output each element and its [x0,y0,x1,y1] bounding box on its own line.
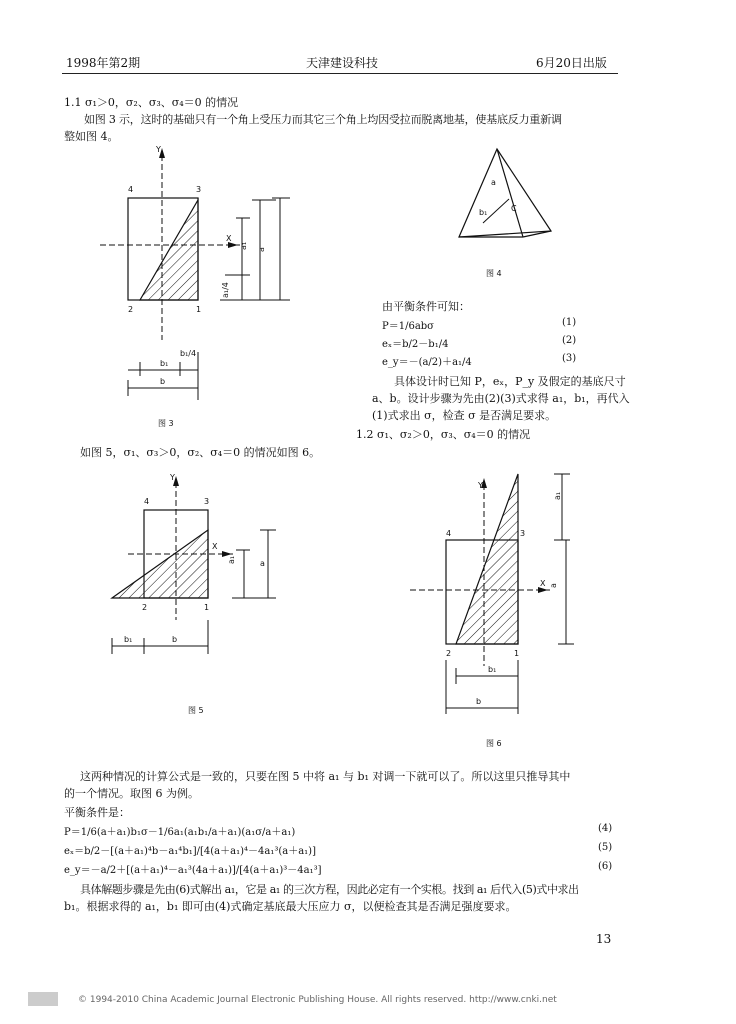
figure-3 [100,140,320,430]
fig6-corner-4: 4 [446,529,452,538]
figure-5-caption: 图 5 [188,706,204,715]
fig5-dim-a1: a₁ [227,555,236,564]
fig3-corner-3: 3 [196,185,202,194]
fig5-corner-1: 1 [204,603,210,612]
figure-6 [410,470,590,720]
equation-3: e_y＝－(a/2)＋a₁/4 [382,357,472,368]
fig3-dim-a1-quarter: a₁/4 [221,282,230,298]
header-journal-issue: 1998年第2期 [66,56,141,70]
fig5-y-label: Y [170,473,175,482]
figure-3-caption: 图 3 [158,419,174,428]
fig5-corner-2: 2 [142,603,148,612]
fig3-x-label: X [226,234,232,243]
fig6-corner-1: 1 [514,649,520,658]
fig4-label-b: b₁ [479,208,488,217]
fig5-corner-4: 4 [144,497,150,506]
fig3-y-label: Y [156,145,161,154]
fig5-dim-b1: b₁ [124,635,133,644]
equation-4: P＝1/6(a＋a₁)b₁σ－1/6a₁(a₁b₁/a＋a₁)(a₁σ/a＋a₁) [64,827,296,838]
paragraph-line: 平衡条件是： [64,806,130,819]
fig6-corner-2: 2 [446,649,452,658]
fig6-corner-3: 3 [520,529,526,538]
equilibrium-intro: 由平衡条件可知： [382,300,470,313]
equation-2-number: (2) [562,335,577,346]
section-1-1-heading: 1.1 σ₁＞0，σ₂、σ₃、σ₄＝0 的情况 [64,96,239,109]
fig4-label-a: a [491,178,496,187]
figure-4 [455,145,565,255]
fig3-corner-4: 4 [128,185,134,194]
header-rule [62,73,618,74]
header-journal-title: 天津建设科技 [306,56,379,70]
equation-1-number: (1) [562,317,577,328]
paragraph-line: 具体解题步骤是先由(6)式解出 a₁，它是 a₁ 的三次方程，因此必定有一个实根。找到 a₁ 后代入(5)式中求出 [80,883,579,896]
fig3-dim-a: a [257,247,266,252]
equation-6: e_y＝－a/2＋[(a＋a₁)⁴－a₁³(4a＋a₁)]/[4(a＋a₁)³－4a₁³] [64,865,322,876]
figure-5 [108,470,288,670]
fig6-x-label: X [540,579,546,588]
fig6-dim-a: a [549,583,558,588]
paragraph-line: 如图 3 示，这时的基础只有一个角上受压力而其它三个角上均因受拉而脱离地基，使基底反力重新调 [84,113,562,126]
fig3-dim-b1: b₁ [160,359,169,368]
paragraph-line: 如图 5，σ₁、σ₃＞0，σ₂、σ₄＝0 的情况如图 6。 [80,446,321,459]
figure-6-caption: 图 6 [486,739,502,748]
copyright-footer: © 1994-2010 China Academic Journal Electronic Publishing House. All rights reserved. http://www.cnki.net [78,995,557,1005]
equation-4-number: (4) [598,823,613,834]
equation-1: P＝1/6abσ [382,321,435,332]
equation-6-number: (6) [598,861,613,872]
equation-2: eₓ＝b/2－b₁/4 [382,339,449,350]
figure-4-caption: 图 4 [486,269,502,278]
fig6-dim-b: b [476,697,482,706]
fig6-dim-a1: a₁ [553,491,562,500]
fig3-dim-a1: a₁ [239,241,248,250]
paragraph-line: a、b。设计步骤为先由(2)(3)式求得 a₁，b₁，再代入 [372,392,630,405]
fig5-corner-3: 3 [204,497,210,506]
equation-3-number: (3) [562,353,577,364]
paragraph-line: 的一个情况。取图 6 为例。 [64,787,199,800]
fig3-dim-b1-quarter: b₁/4 [180,349,197,358]
page-number: 13 [596,932,612,946]
section-1-2-heading: 1.2 σ₁、σ₂＞0，σ₃、σ₄＝0 的情况 [356,428,531,441]
fig5-dim-a: a [260,559,265,568]
paragraph-line: 具体设计时已知 P，eₓ，P_y 及假定的基底尺寸 [394,375,626,388]
fig6-y-label: Y [478,481,483,490]
fig4-label-c: C [511,204,517,213]
fig3-corner-2: 2 [128,305,134,314]
fig5-x-label: X [212,542,218,551]
fig3-corner-1: 1 [196,305,202,314]
header-date: 6月20日出版 [536,56,607,70]
fig6-dim-b1: b₁ [488,665,497,674]
paragraph-line: (1)式求出 σ，检查 σ 是否满足要求。 [372,409,557,422]
paragraph-line: 整如图 4。 [64,130,119,143]
cnki-logo-icon [28,992,58,1006]
fig3-dim-b: b [160,377,166,386]
paragraph-line: b₁。根据求得的 a₁，b₁ 即可由(4)式确定基底最大压应力 σ，以便检查其是否满足强度要求。 [64,900,517,913]
equation-5: eₓ＝b/2－[(a＋a₁)⁴b－a₁⁴b₁]/[4(a＋a₁)⁴－4a₁³(a＋a₁)] [64,846,316,857]
equation-5-number: (5) [598,842,613,853]
fig5-dim-b: b [172,635,178,644]
paragraph-line: 这两种情况的计算公式是一致的，只要在图 5 中将 a₁ 与 b₁ 对调一下就可以了。所以这里只推导其中 [80,770,571,783]
